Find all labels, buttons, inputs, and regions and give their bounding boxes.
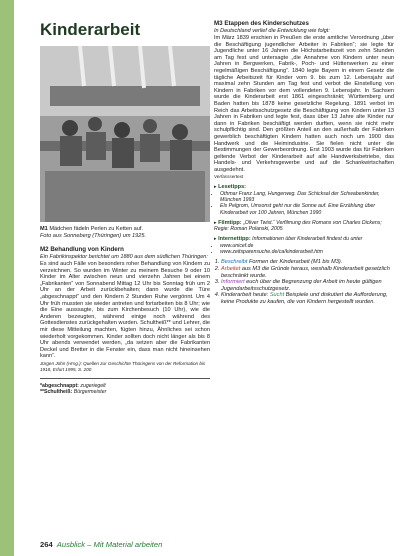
book-icon: ▸ (214, 184, 217, 191)
reading-tips-label: Lesetipps: (218, 184, 247, 191)
film-tip-label: Filmtipp: (218, 219, 242, 226)
m3-heading: M3 Etappen des Kinderschutzes (214, 20, 309, 27)
task-item: 3. Informiert euch über die Begrenzung der Arbeit im heute gültigen Jugendarbeitsschutzgesetz. (221, 279, 394, 292)
m3-subtitle: In Deutschland verlief die Entwicklung wie folgt: (214, 28, 330, 34)
reading-tips-list (214, 191, 394, 215)
globe-icon: ▸ (214, 236, 217, 243)
m3-source: Verfasssertext (214, 174, 244, 180)
page-number: 264 (40, 540, 53, 549)
link-unicef[interactable]: • www.unicef.de (220, 243, 394, 249)
historical-photo-illustration (40, 46, 210, 222)
m2-heading: M2 Behandlung von Kindern (40, 246, 124, 253)
m2-subtitle: Ein Fabrikinspektor berichtet um 1880 aus dem südlichen Thüringen: (40, 254, 208, 260)
film-tip-section (214, 220, 394, 232)
page-edge-bar (0, 0, 14, 556)
film-icon: ▸ (214, 219, 217, 226)
list-item: • Els Pelgrom, Umsonst geht nur die Sonne auf. Eine Erzählung über Kinderarbeit vor 100 Jahren, München 1990 (220, 203, 394, 215)
m2-body-text: Es sind auch Fälle von besonders roher Behandlung von Kindern zu verzeichnen. So wurden im Winter zu meinem Besuche 9 oder 10 Kinder im Alter zwischen neun und vierzehn Jahren bei einem „Fabrikanten“ von Sonnabend Mittag 12 Uhr bis Sonntag früh um 2 Uhr an der Arbeit zurückbehalten; dann wurde die Türe „abgeschnappt“ und den Kindern 2 Stunden Ruhe vergönnt. Um 4 Uhr früh mussten sie wieder antreten und fortarbeiten bis 8 Uhr; wie die Eine ausssagte, bis zum Kirchenbesuch (10 Uhr), wie die Anderen bezeugten, während einige noch während des Gottesdienstes zurückgehalten wurden. Schultheiß** und Lehrer, die mir diese Mitteilung machten, fügten hinzu, Ähnliches sei schon wiederholt vorgekommen. Kinder sollten doch nicht länger als bis 8 Uhr abends verwendet werden, „da setzen aber die Fabrikanten Deckel und Bretter in die Fenster ein, dass man nicht hineinsehen kann“. (40, 261, 210, 360)
link-zeitsparensuche[interactable]: • www.zeitsparensuche.de/ca/kinderarbeit.htm (220, 249, 394, 255)
task-item: 1. Beschreibt Formen der Kinderarbeit (M1 bis M3). (221, 259, 394, 266)
list-item: • Othmar Franz Lang, Hungerweg. Das Schicksal der Schwabenkinder, München 1993 (220, 191, 394, 203)
m2-source: Jürgen John (Hrsg.): Quellen zur Geschichte Thüringens von der Reformation bis 1918, Erfurt 1995, S. 200 (40, 360, 206, 372)
page-title: Kinderarbeit (40, 20, 141, 39)
reading-tips-section (214, 184, 394, 216)
footer-section-title: Ausblick – Mit Material arbeiten (56, 540, 163, 549)
page-footer (40, 540, 162, 549)
film-tip-text: „Oliver Twist.“ Verfilmung des Romans von Charles Dickens; Regie: Roman Polanski, 2005 (214, 219, 382, 232)
photo-girls-threading-beads (40, 46, 210, 222)
task-item: 2. Arbeitet aus M3 die Gründe heraus, weshalb Kinderarbeit gesetzlich beschränkt wurde. (221, 266, 394, 279)
m3-body-text: Im März 1839 erschien in Preußen die erste amtliche Verordnung „über die Beschäftigung jugendlicher Arbeiter in Fabriken“; sie legte für Jugendliche unter 16 Jahren die Höchstarbeitszeit von zehn Stunden am Tag fest und untersagte „die Annahme von Kindern unter neun Jahren in Bergwerken, Fabrik-, Poch- und Hüttenwerken zu einer regelmäßigen Beschäftigung“. 1840 legte Bayern in einem Gesetz die tägliche Arbeitszeit für Kinder vom 9. bis zum 12. Lebensjahr auf maximal zehn Stunden am Tag fest und verbot die Einstellung von Kindern in Fabriken vor dem vollendeten 9. Lebensjahr. In Sachsen wurde die Kinderarbeit erst 1861 eingeschränkt; Württemberg und Baden hatten bis 1878 keine gesetzliche Regelung. 1891 verbot im Reich das Arbeitsschutzgesetz die Beschäftigung von Kindern unter 13 Jahren in Fabriken und legte fest, dass über 13 Jahre alte Kinder nur dann in Fabriken beschäftigt werden durften, wenn sie nicht mehr schulpflichtig sind. Den größten Anteil an den außerhalb der Fabriken gewerblich beschäftigten Kindern hatten auch noch um 1900 das Handwerk und die Heimindustrie. Sie fielen nicht unter die Bestimmungen der Gewerbeordnung. Erst 1903 wurde das für Fabriken geltende Verbot der Kinderarbeit auf alle Handwerksbetriebe, das Handels- und Verkehrsgewerbe und auf die Schankwirtschaften ausgedehnt. (214, 35, 394, 173)
glossary-schultheiss: **Schultheiß: Bürgermeister (40, 389, 107, 396)
task-list (214, 259, 394, 305)
task-item: 4. Kinderarbeit heute: Sucht Beispiele und diskutiert die Aufforderung, keine Produkte zu kaufen, die von Kindern hergestellt wurden. (221, 292, 394, 305)
internet-tip-text: Informationen über Kinderarbeit findest du unter (252, 236, 363, 243)
photo-caption: M1 Mädchen fädeln Perlen zu Ketten auf. Foto aus Sonneberg (Thüringen) um 1925. (40, 226, 147, 239)
glossary-abgeschnappt: *abgeschnappt: zugeriegelt (40, 383, 106, 390)
right-column (214, 20, 394, 306)
left-column (40, 20, 210, 396)
internet-tip-section (214, 236, 394, 255)
footnote-divider (40, 378, 210, 379)
internet-tip-label: Internettipp: (218, 236, 251, 243)
internet-links-list (214, 243, 394, 255)
